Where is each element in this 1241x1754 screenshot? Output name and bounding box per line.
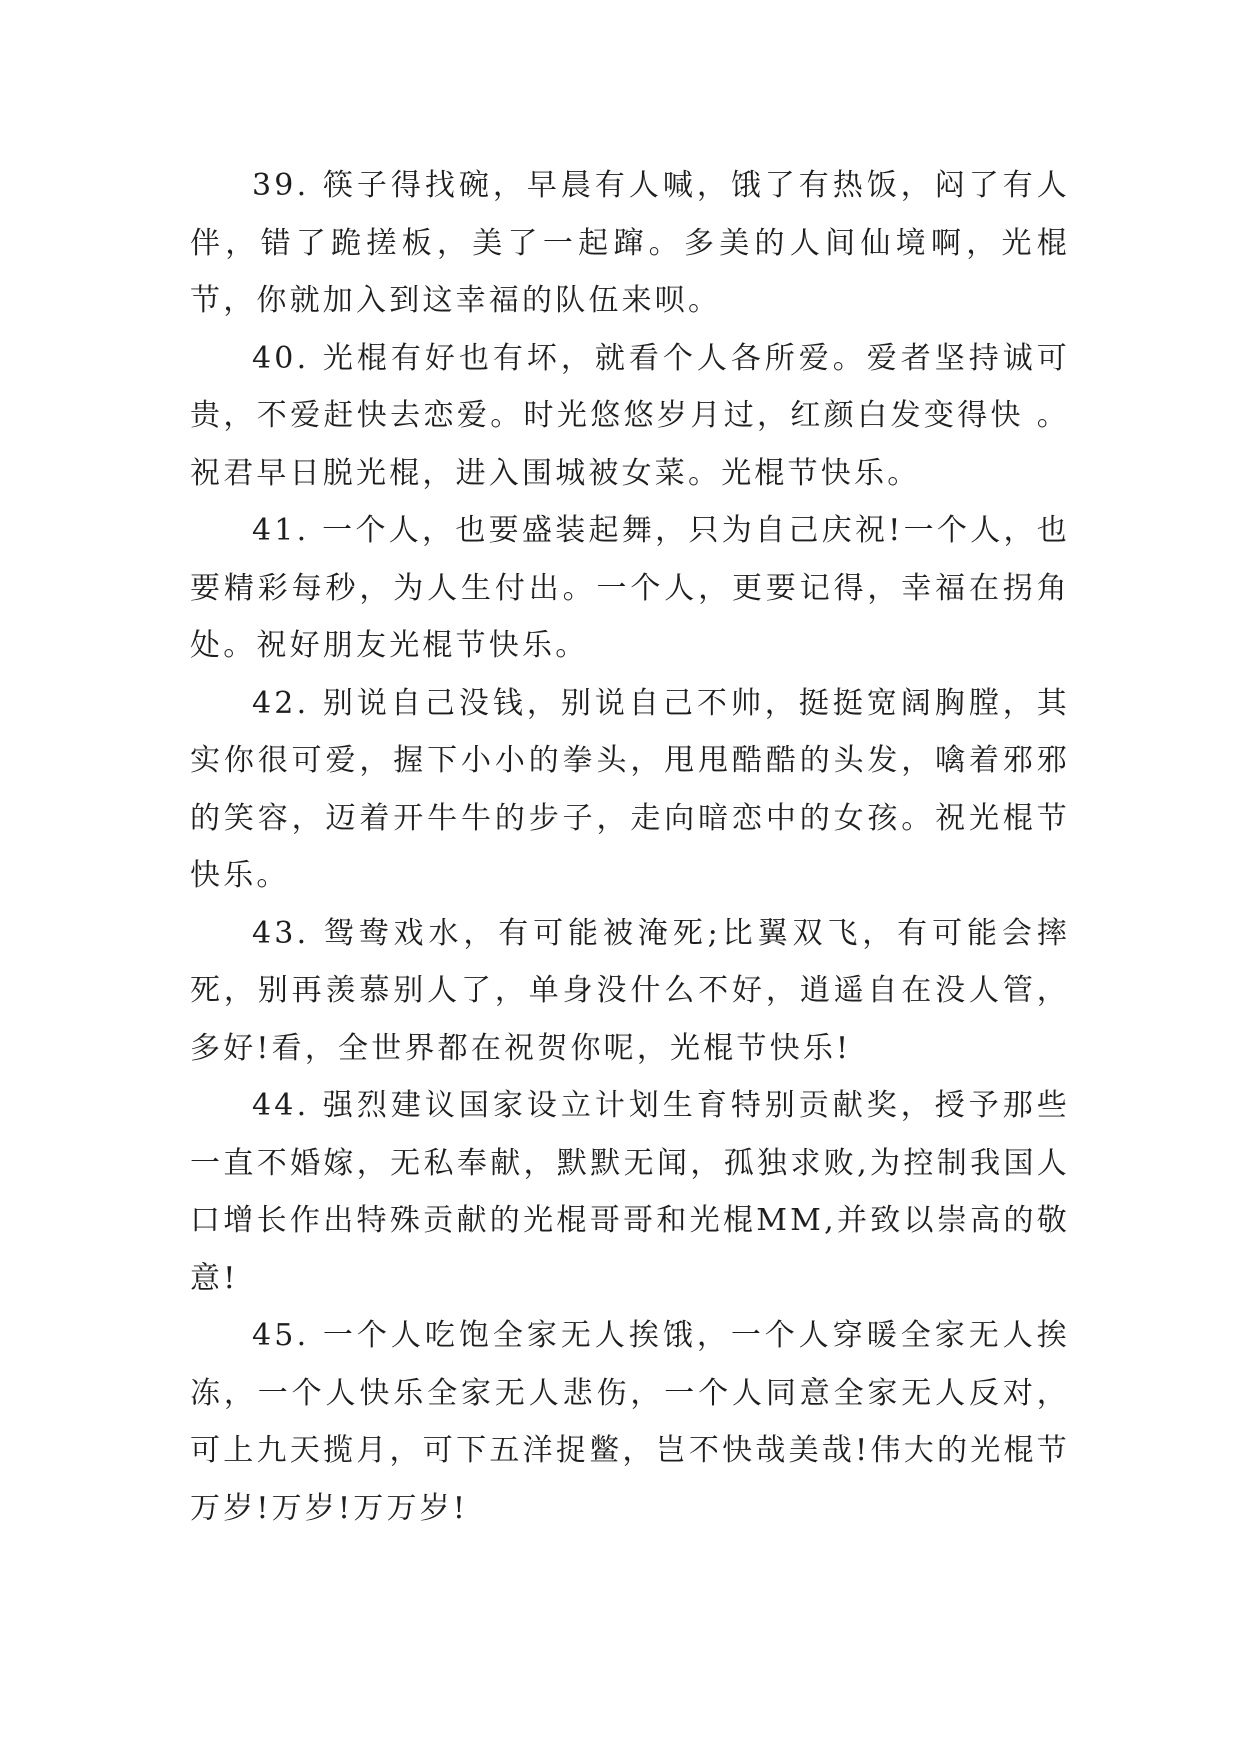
paragraph-42: 42. 别说自己没钱，别说自己不帅，挺挺宽阔胸膛，其实你很可爱，握下小小的拳头，甩甩酷酷的头发，噙着邪邪的笑容，迈着开牛牛的步子，走向暗恋中的女孩。祝光棍节快乐。 bbox=[190, 685, 1070, 893]
document-body bbox=[190, 157, 1070, 1537]
paragraph-40: 40. 光棍有好也有坏，就看个人各所爱。爱者坚持诚可贵，不爱赶快去恋爱。时光悠悠岁月过，红颜白发变得快 。祝君早日脱光棍，进入围城被女菜。光棍节快乐。 bbox=[190, 340, 1070, 491]
paragraph-45: 45. 一个人吃饱全家无人挨饿，一个人穿暖全家无人挨冻，一个人快乐全家无人悲伤，一个人同意全家无人反对，可上九天揽月，可下五洋捉鳖，岂不快哉美哉!伟大的光棍节万岁!万岁!万万岁! bbox=[190, 1318, 1070, 1526]
paragraph-39: 39. 筷子得找碗，早晨有人喊，饿了有热饭，闷了有人伴，错了跪搓板，美了一起蹿。多美的人间仙境啊，光棍节，你就加入到这幸福的队伍来呗。 bbox=[190, 168, 1070, 318]
paragraph-43: 43. 鸳鸯戏水，有可能被淹死;比翼双飞，有可能会摔死，别再羡慕别人了，单身没什么不好，逍遥自在没人管，多好!看，全世界都在祝贺你呢，光棍节快乐! bbox=[190, 915, 1070, 1066]
paragraph-41: 41. 一个人，也要盛装起舞，只为自己庆祝!一个人，也要精彩每秒，为人生付出。一个人，更要记得，幸福在拐角处。祝好朋友光棍节快乐。 bbox=[190, 513, 1070, 663]
paragraph-44: 44. 强烈建议国家设立计划生育特别贡献奖，授予那些一直不婚嫁，无私奉献，默默无闻，孤独求败,为控制我国人口增长作出特殊贡献的光棍哥哥和光棍MM,并致以崇高的敬意! bbox=[190, 1088, 1070, 1296]
